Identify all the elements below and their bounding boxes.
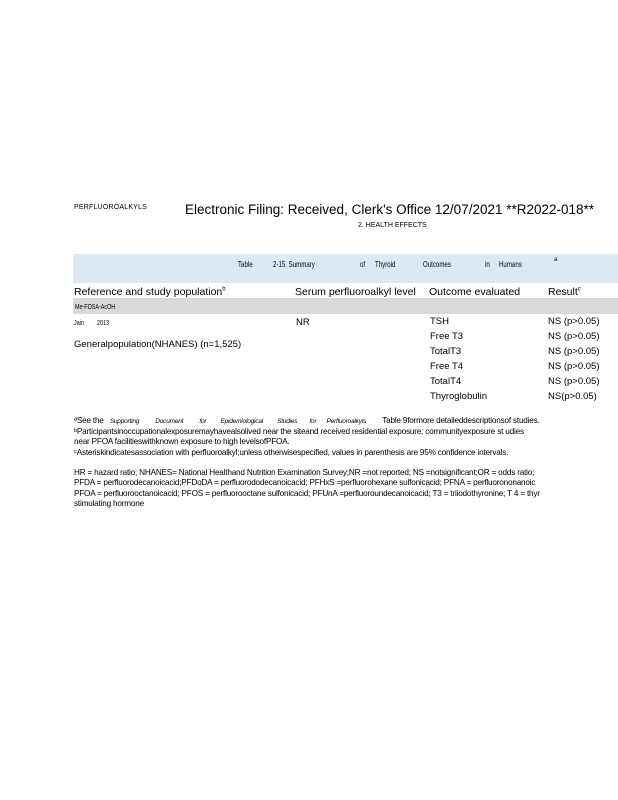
table-title-footnote-mark: a: [554, 257, 558, 263]
table-title-word: Table: [238, 259, 253, 269]
table-row-result: NS (p>0.05): [548, 376, 600, 387]
study-year: 2013: [97, 318, 110, 327]
column-header-result: Result$^c$: [548, 286, 581, 298]
table-row: Thyroglobulin: [430, 391, 488, 402]
study-population: Generalpopulation(NHANES) (n=1,525): [74, 339, 242, 350]
study-reference: Jain: [74, 318, 84, 327]
group-label: Me-FOSA-AcOH: [75, 302, 116, 311]
table-row: TotalT4: [430, 376, 462, 387]
footnote-b-line2: near PFOA facilitieswithknown exposure to high levelsofPFOA.: [74, 437, 290, 446]
table-group-row: [73, 298, 618, 314]
table-title-band: [73, 254, 618, 283]
footnote-c: ᶜAsteriskindicatesassociation with perfluoroalkyl;unless otherwisespecified, values in parenthesis are 95% confidence intervals.: [74, 448, 509, 457]
column-header-reference: Reference and study population$^b$: [74, 286, 226, 298]
table-title-word: Humans: [499, 259, 522, 269]
document-running-head: PERFLUOROALKYLS: [74, 204, 148, 211]
abbreviations-line: PFDA = perfluorodecanoicacid;PFDoDA = perfluorododecanoicacid; PFHxS =perfluorohexane sulfonicacid; PFNA = perfluorononanoic: [74, 478, 536, 487]
table-row: TotalT3: [430, 346, 462, 357]
table-title-word: of: [360, 259, 366, 269]
section-heading: 2. HEALTH EFFECTS: [358, 222, 427, 229]
footnote-a: ªSee the Supporting Document for Epidemiological Studies for Perfluoroalkyls Table 9formore detaileddescriptionsof studies.: [74, 416, 540, 425]
column-header-serum-level: Serum perfluoroalkyl level: [295, 286, 416, 298]
abbreviations-line: stimulating hormone: [74, 499, 144, 508]
table-row: TSH: [430, 316, 449, 327]
footnote-b-line1: ᵇParticipantsinoccupationalexposuremayhavealsolived near the siteand received residential exposure; communityexposure st udies: [74, 427, 524, 436]
column-header-outcome: Outcome evaluated: [429, 286, 521, 298]
table-row-result: NS (p>0.05): [548, 316, 600, 327]
abbreviations-line: PFOA = perfluorooctanoicacid; PFOS = perfluorooctane sulfonicacid; PFUnA =perfluoroundecanoicacid; T3 = triiodothyronine; T 4 = thyr: [74, 489, 540, 498]
table-row: Free T3: [430, 331, 464, 342]
table-row-result: NS (p>0.05): [548, 346, 600, 357]
table-row-result: NS(p>0.05): [548, 391, 597, 402]
table-title-word: Outcomes: [423, 259, 451, 269]
table-row: Free T4: [430, 361, 464, 372]
abbreviations-line: HR = hazard ratio; NHANES= National Healthand Nutrition Examination Survey;NR =not reported; NS =notsignificant;OR = odds ratio;: [74, 468, 535, 477]
table-row-result: NS (p>0.05): [548, 361, 600, 372]
table-title-word: Thyroid: [375, 259, 396, 269]
table-title-word: in: [485, 259, 490, 269]
table-title-word: 2-15. Summary: [273, 259, 315, 269]
table-row-result: NS (p>0.05): [548, 331, 600, 342]
filing-stamp: Electronic Filing: Received, Clerk's Office 12/07/2021 **R2022-018**: [185, 202, 595, 217]
serum-level: NR: [296, 317, 310, 328]
